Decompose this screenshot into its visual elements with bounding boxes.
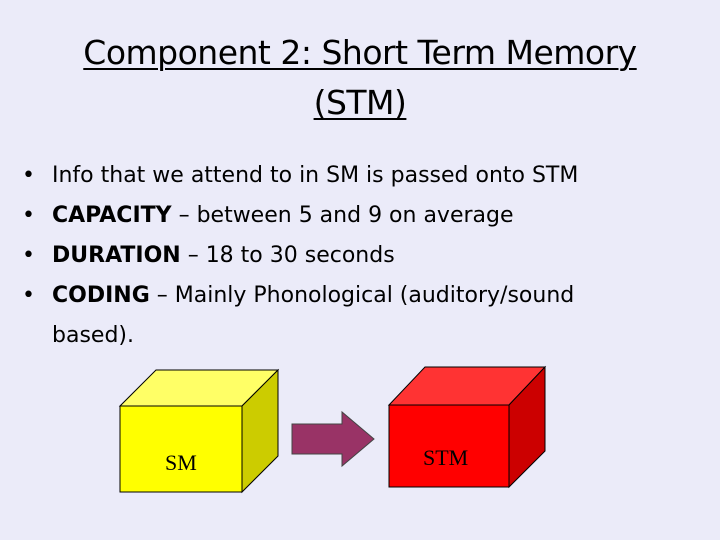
bullet-marker: • [22,243,35,268]
title-line-1: Component 2: Short Term Memory [83,33,637,72]
bullet-item [22,236,682,276]
bullet-marker: • [22,283,35,308]
sm-cube [118,368,280,494]
sm-label: SM [165,450,197,475]
bullet-text: – Mainly Phonological (auditory/sound [149,283,575,308]
bullet-item [22,156,682,196]
bullet-marker: • [22,203,35,228]
bullet-item [22,196,682,236]
sm-cube-front [120,406,242,492]
stm-label: STM [423,445,469,470]
bullet-text: – 18 to 30 seconds [180,243,395,268]
bullet-marker: • [22,163,35,188]
bullet-term: CODING [52,283,150,308]
arrow-right-icon [290,410,376,468]
bullet-term: DURATION [52,243,181,268]
slide-title [0,28,720,128]
bullet-list [22,156,682,356]
bullet-term: CAPACITY [52,203,172,228]
bullet-text: – between 5 and 9 on average [171,203,514,228]
bullet-text-continued: based). [52,323,134,348]
bullet-text: Info that we attend to in SM is passed onto STM [52,163,579,188]
title-line-2: (STM) [313,83,407,122]
bullet-item [22,276,682,356]
